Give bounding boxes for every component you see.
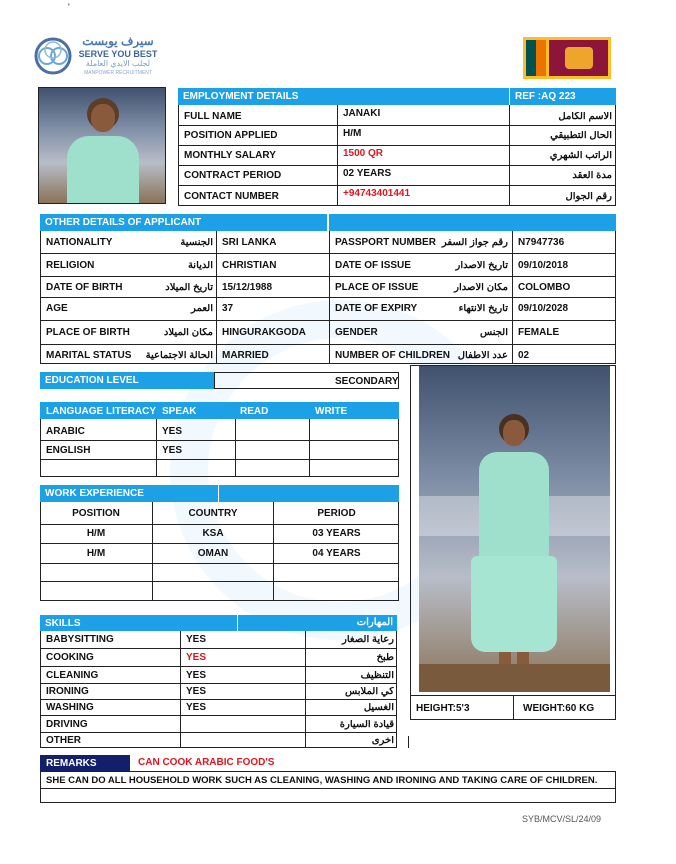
language-table <box>40 419 399 477</box>
skill-other: OTHER <box>46 736 81 746</box>
full-name-label: FULL NAME <box>184 112 242 122</box>
religion-value: CHRISTIAN <box>222 261 277 271</box>
gender-arabic: الجنس <box>479 328 508 338</box>
remarks-highlight: CAN COOK ARABIC FOOD'S <box>138 758 275 768</box>
other-details-header: OTHER DETAILS OF APPLICANT <box>40 214 327 231</box>
skill-babysitting-value: YES <box>186 635 207 645</box>
skill-ironing: IRONING <box>46 687 89 697</box>
nationality-value: SRI LANKA <box>222 238 277 248</box>
language-arabic-speak: YES <box>162 427 183 437</box>
position-applied-arabic: الحال التطبيقي <box>550 131 612 141</box>
monthly-salary-label: MONTHLY SALARY <box>184 151 276 161</box>
number-of-children-value: 02 <box>518 351 530 361</box>
monthly-salary-value: 1500 QR <box>343 149 384 159</box>
age-arabic: العمر <box>191 304 213 314</box>
work-row-1-position: H/M <box>86 529 106 539</box>
religion-arabic: الديانة <box>187 261 213 271</box>
position-applied-value: H/M <box>343 129 362 139</box>
contact-number-label: CONTACT NUMBER <box>184 192 279 202</box>
education-level-header: EDUCATION LEVEL <box>40 372 214 389</box>
work-period-column: PERIOD <box>317 509 356 519</box>
date-of-expiry-label: DATE OF EXPIRY <box>335 304 418 314</box>
place-of-issue-value: COLOMBO <box>518 283 571 293</box>
date-of-birth-arabic: تاريخ الميلاد <box>165 283 213 293</box>
work-row-1-country: KSA <box>202 529 224 539</box>
nationality-label: NATIONALITY <box>46 238 113 248</box>
skill-other-arabic: اخرى <box>371 736 394 746</box>
company-arabic-sub: لجلب الايدي العاملة <box>85 59 151 68</box>
religion-label: RELIGION <box>46 261 95 271</box>
weight-value: WEIGHT:60 KG <box>523 704 595 714</box>
language-arabic: ARABIC <box>46 427 85 437</box>
skill-cooking-value: YES <box>186 653 207 663</box>
passport-number-label: PASSPORT NUMBER <box>335 238 436 248</box>
work-row-2-position: H/M <box>86 549 106 559</box>
place-of-birth-label: PLACE OF BIRTH <box>46 328 130 338</box>
speak-header: SPEAK <box>162 407 197 417</box>
place-of-birth-value: HINGURAKGODA <box>222 328 306 338</box>
date-of-expiry-arabic: تاريخ الانتهاء <box>458 304 508 314</box>
passport-number-arabic: رقم جواز السفر <box>441 238 508 248</box>
age-value: 37 <box>222 304 234 314</box>
number-of-children-arabic: عدد الاطفال <box>457 351 508 361</box>
remarks-label: REMARKS <box>40 755 130 771</box>
language-english: ENGLISH <box>46 446 91 456</box>
date-of-issue-arabic: تاريخ الاصدار <box>455 261 508 271</box>
date-of-birth-value: 15/12/1988 <box>222 283 273 293</box>
skill-driving-arabic: قيادة السيارة <box>339 720 394 730</box>
employment-details-header: EMPLOYMENT DETAILS <box>178 88 509 105</box>
place-of-issue-label: PLACE OF ISSUE <box>335 283 419 293</box>
work-row-1-period: 03 YEARS <box>312 529 361 539</box>
nationality-arabic: الجنسية <box>180 238 213 248</box>
remarks-text: SHE CAN DO ALL HOUSEHOLD WORK SUCH AS CLEANING, WASHING AND IRONING AND TAKING CARE OF CHILDREN. <box>46 776 598 786</box>
marital-status-value: MARRIED <box>222 351 269 361</box>
work-position-column: POSITION <box>72 509 120 519</box>
contract-period-arabic: مدة العقد <box>572 171 612 181</box>
work-experience-header-right <box>219 485 399 502</box>
marital-status-label: MARITAL STATUS <box>46 351 132 361</box>
skill-driving: DRIVING <box>46 720 88 730</box>
write-header: WRITE <box>315 407 348 417</box>
skill-babysitting-arabic: رعاية الصغار <box>342 635 394 645</box>
skill-ironing-arabic: كي الملابس <box>345 687 394 697</box>
company-english-name: SERVE YOU BEST <box>78 49 158 59</box>
skill-ironing-value: YES <box>186 687 207 697</box>
language-literacy-header: LANGUAGE LITERACY <box>46 407 156 417</box>
skill-cleaning-value: YES <box>186 671 207 681</box>
company-arabic-name: سيرف يوبست <box>82 34 154 48</box>
skill-washing: WASHING <box>46 703 94 713</box>
education-level-value: SECONDARY <box>335 377 399 387</box>
date-of-expiry-value: 09/10/2028 <box>518 304 569 314</box>
marital-status-arabic: الحالة الاجتماعية <box>145 351 213 361</box>
skills-header: SKILLS <box>40 615 237 631</box>
monthly-salary-arabic: الراتب الشهري <box>549 151 612 161</box>
document-code: SYB/MCV/SL/24/09 <box>522 815 602 824</box>
work-row-2-country: OMAN <box>197 549 229 559</box>
work-experience-header: WORK EXPERIENCE <box>40 485 218 502</box>
work-country-column: COUNTRY <box>188 509 238 519</box>
age-label: AGE <box>46 304 68 314</box>
position-applied-label: POSITION APPLIED <box>184 131 278 141</box>
place-of-issue-arabic: مكان الاصدار <box>454 283 508 293</box>
contract-period-label: CONTRACT PERIOD <box>184 171 282 181</box>
skill-cooking-arabic: طبخ <box>376 653 394 663</box>
date-of-birth-label: DATE OF BIRTH <box>46 283 123 293</box>
gender-label: GENDER <box>335 328 378 338</box>
full-name-value: JANAKI <box>343 109 381 119</box>
skill-cleaning-arabic: التنظيف <box>360 671 394 681</box>
place-of-birth-arabic: مكان الميلاد <box>163 328 213 338</box>
applicant-photo-portrait <box>38 87 166 204</box>
top-marker: ' <box>68 3 70 12</box>
remarks-extra-row <box>40 789 616 803</box>
work-row-2-period: 04 YEARS <box>312 549 361 559</box>
applicant-photo-full-length <box>419 366 610 692</box>
skill-cleaning: CLEANING <box>46 671 99 681</box>
company-logo-icon <box>34 37 72 75</box>
language-english-speak: YES <box>162 446 183 456</box>
full-name-arabic: الاسم الكامل <box>558 112 612 122</box>
skill-babysitting: BABYSITTING <box>46 635 114 645</box>
date-of-issue-label: DATE OF ISSUE <box>335 261 411 271</box>
skills-header-arabic: المهارات <box>238 615 397 631</box>
contract-period-value: 02 YEARS <box>343 169 392 179</box>
skill-washing-arabic: الغسيل <box>363 703 394 713</box>
height-value: HEIGHT:5'3 <box>416 704 470 714</box>
contact-number-value: +94743401441 <box>343 189 411 199</box>
skill-cooking: COOKING <box>46 653 94 663</box>
company-tagline: MANPOWER RECRUITMENT <box>84 70 152 76</box>
date-of-issue-value: 09/10/2018 <box>518 261 569 271</box>
read-header: READ <box>240 407 269 417</box>
contact-number-arabic: رقم الجوال <box>565 192 612 202</box>
gender-value: FEMALE <box>518 328 560 338</box>
number-of-children-label: NUMBER OF CHILDREN <box>335 351 450 361</box>
reference-number: REF :AQ 223 <box>510 88 616 105</box>
other-details-header-right <box>329 214 616 231</box>
skill-washing-value: YES <box>186 703 207 713</box>
sri-lanka-flag-icon <box>523 37 611 79</box>
passport-number-value: N7947736 <box>518 238 565 248</box>
